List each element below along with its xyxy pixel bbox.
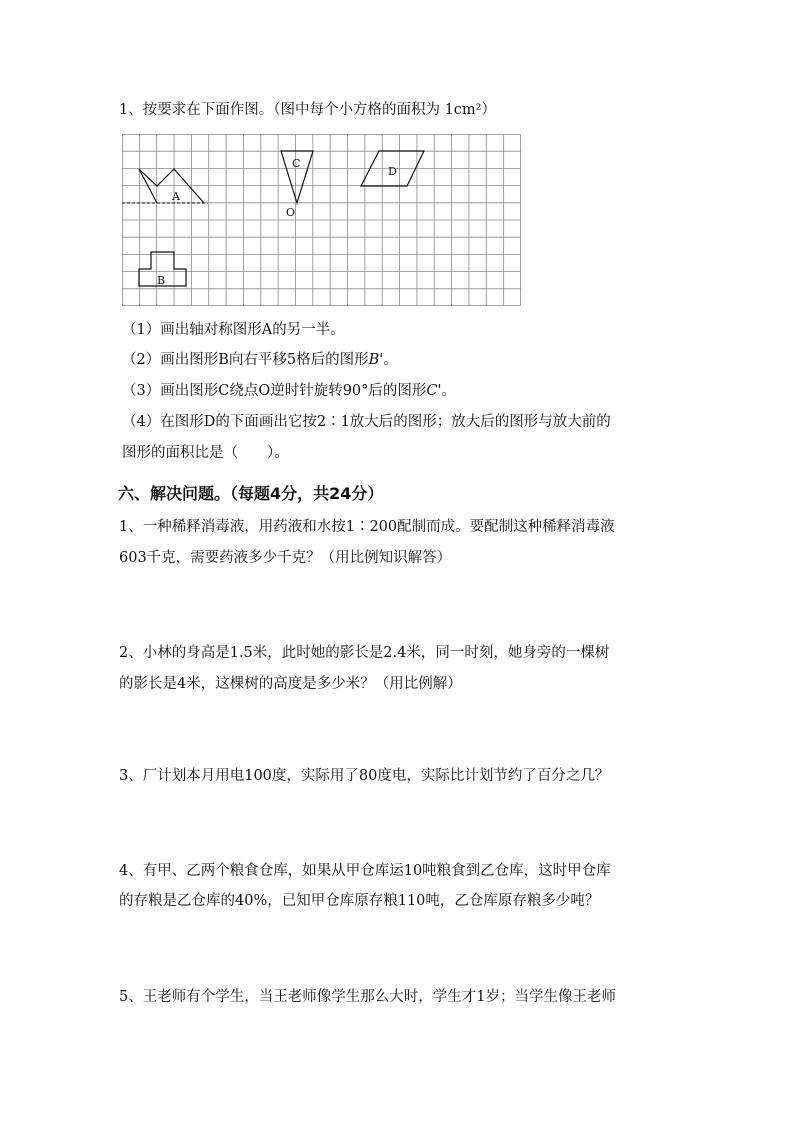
problem-3-line-1: 3、厂计划本月用电100度，实际用了80度电，实际比计划节约了百分之几？ [119,768,610,784]
task-3-text: （3）画出图形C绕点O逆时针旋转90°后的图形 [122,383,427,399]
q1-title: 1、按要求在下面作图。（图中每个小方格的面积为 1cm²） [119,102,496,118]
label-a: A [172,190,180,203]
problem-2-line-1: 2、小林的身高是1.5米，此时她的影长是2.4米，同一时刻，她身旁的一棵树 [119,645,610,661]
task-4-line-1: （4）在图形D的下面画出它按2∶1放大后的图形；放大后的图形与放大前的 [122,414,611,430]
drawing-grid[interactable] [122,134,521,306]
task-3-shape: C' [426,383,442,399]
label-o: O [286,206,296,219]
label-d: D [388,165,397,178]
problem-4-line-1: 4、有甲、乙两个粮食仓库，如果从甲仓库运10吨粮食到乙仓库，这时甲仓库 [119,863,611,879]
task-3-end: 。 [441,383,457,399]
grid-figure [122,134,521,306]
label-b: B [157,274,166,287]
problem-2-line-2: 的影长是4米，这棵树的高度是多少米？（用比例解） [119,676,462,692]
task-2 [122,350,398,370]
problem-5-line-1: 5、王老师有个学生，当王老师像学生那么大时，学生才1岁；当学生像王老师 [119,989,616,1005]
task-2-shape: B' [368,352,384,368]
label-c: C [292,157,301,170]
task-1: （1）画出轴对称图形A的另一半。 [122,322,345,338]
task-2-text: （2）画出图形B向右平移5格后的图形 [122,352,369,368]
task-3 [122,381,456,401]
task-4-line-2: 图形的面积比是（ ）。 [122,445,289,461]
problem-4-line-2: 的存粮是乙仓库的40%，已知甲仓库原存粮110吨，乙仓库原存粮多少吨？ [119,893,600,909]
section-6-heading: 六、解决问题。（每题4分，共24分） [118,484,384,503]
problem-1-line-2: 603千克，需要药液多少千克？（用比例知识解答） [119,550,452,566]
problem-1-line-1: 1、一种稀释消毒液，用药液和水按1∶200配制而成。要配制这种稀释消毒液 [119,519,615,535]
shape-a-edge [139,169,157,203]
grid-lines [122,134,521,306]
task-2-end: 。 [383,352,398,368]
